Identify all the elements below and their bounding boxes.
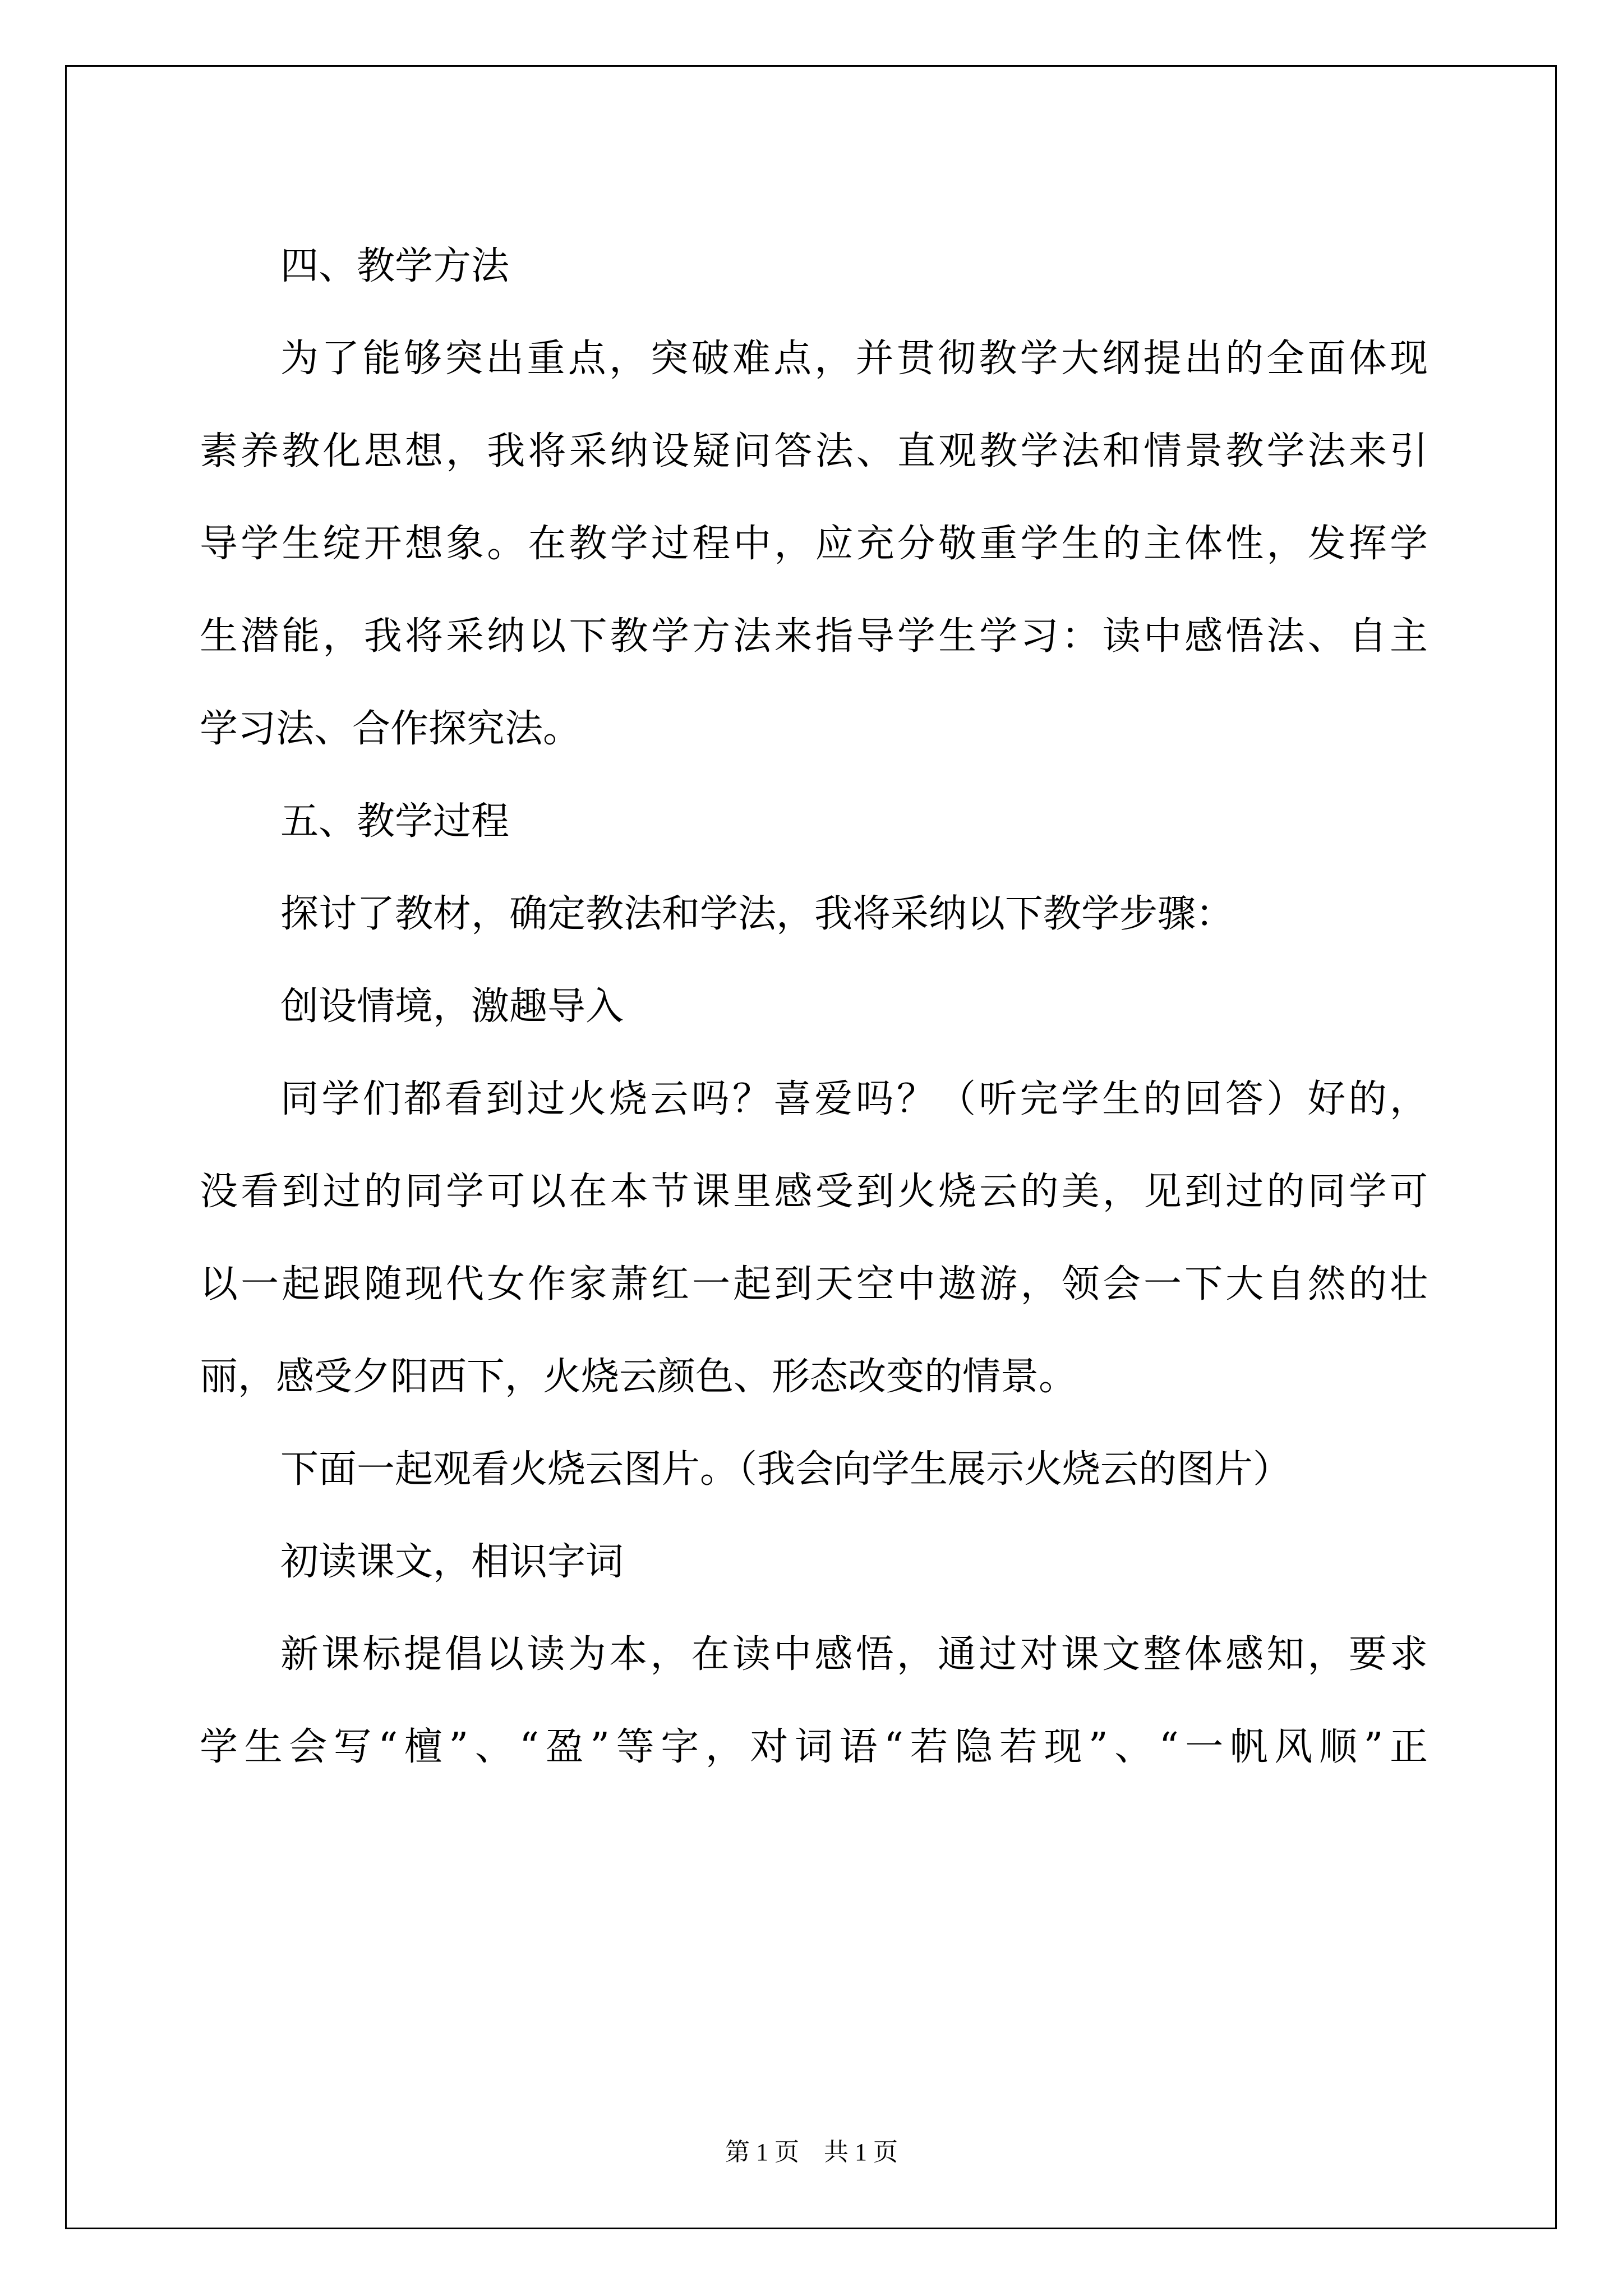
text-line: 新课标提倡以读为本，在读中感悟，通过对课文整体感知，要求 xyxy=(280,1632,1428,1677)
subheading-create-scenario: 创设情境，激趣导入 xyxy=(280,984,624,1029)
text-line: 学习法、合作探究法。 xyxy=(200,707,582,751)
text-line: 学生会写“檀”、“盈”等字，对词语“若隐若现”、“一帆风顺”正 xyxy=(200,1725,1428,1769)
heading-teaching-methods: 四、教学方法 xyxy=(280,244,510,288)
text-line: 导学生绽开想象。在教学过程中，应充分敬重学生的主体性，发挥学 xyxy=(200,522,1428,566)
text-line: 没看到过的同学可以在本节课里感受到火烧云的美，见到过的同学可 xyxy=(200,1170,1428,1214)
text-line: 以一起跟随现代女作家萧红一起到天空中遨游，领会一下大自然的壮 xyxy=(200,1262,1428,1306)
text-line: 探讨了教材，确定教法和学法，我将采纳以下教学步骤： xyxy=(280,892,1234,936)
heading-teaching-process: 五、教学过程 xyxy=(280,799,510,844)
text-line: 为了能够突出重点，突破难点，并贯彻教学大纲提出的全面体现 xyxy=(280,337,1428,381)
subheading-first-reading: 初读课文，相识字词 xyxy=(280,1540,624,1584)
text-line: 生潜能，我将采纳以下教学方法来指导学生学习：读中感悟法、自主 xyxy=(200,614,1428,659)
page-footer xyxy=(0,2132,1623,2168)
document-body xyxy=(200,220,1428,1793)
page-number-total: 共 1 页 xyxy=(824,2138,898,2166)
page-number-current: 第 1 页 xyxy=(725,2138,799,2166)
text-line: 下面一起观看火烧云图片。（我会向学生展示火烧云的图片） xyxy=(280,1447,1292,1492)
text-line: 素养教化思想，我将采纳设疑问答法、直观教学法和情景教学法来引 xyxy=(200,429,1428,473)
text-line: 丽，感受夕阳西下，火烧云颜色、形态改变的情景。 xyxy=(200,1355,1077,1399)
text-line: 同学们都看到过火烧云吗？喜爱吗？（听完学生的回答）好的， xyxy=(280,1077,1428,1121)
